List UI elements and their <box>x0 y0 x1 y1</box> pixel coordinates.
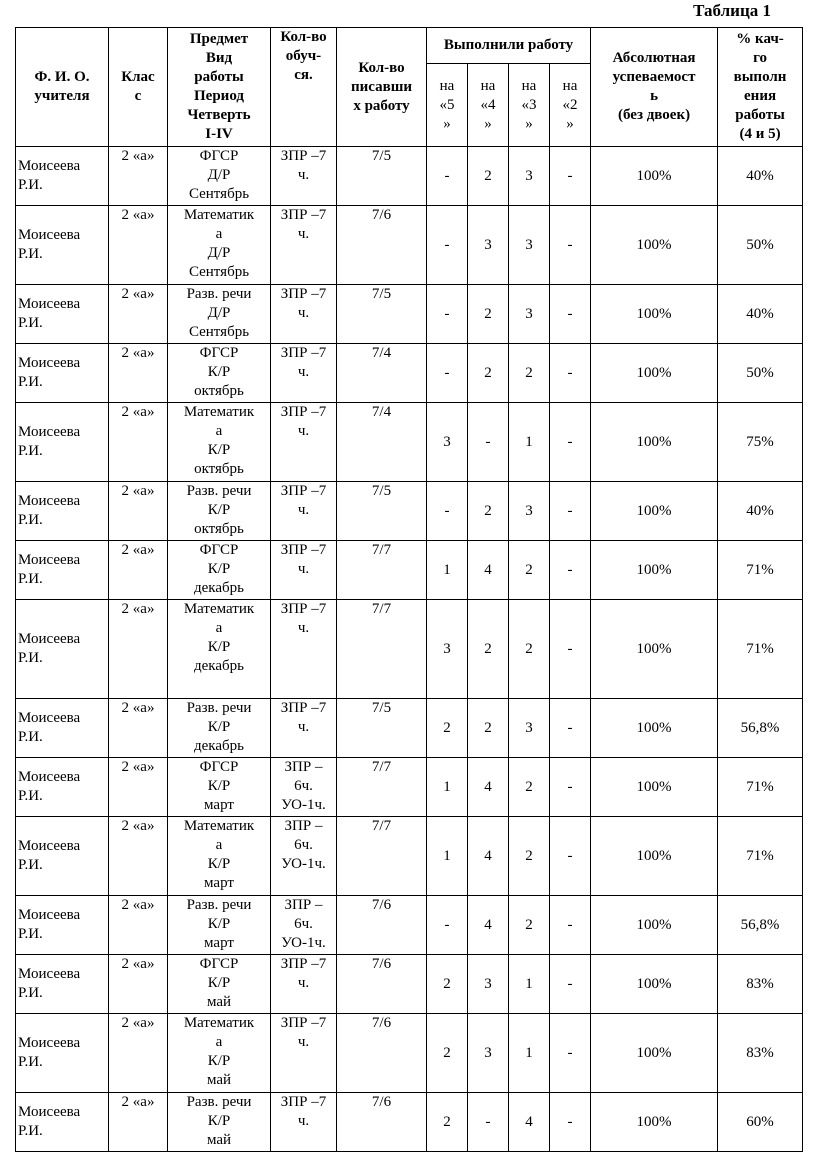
cell-na4: 2 <box>468 482 509 541</box>
cell-absolute: 100% <box>591 699 718 758</box>
cell-fio: Моисеева Р.И. <box>16 285 109 344</box>
cell-absolute: 100% <box>591 1014 718 1093</box>
cell-fio: Моисеева Р.И. <box>16 699 109 758</box>
cell-na3: 3 <box>509 206 550 285</box>
cell-absolute: 100% <box>591 1093 718 1152</box>
cell-subject: Математик а К/Р май <box>168 1014 271 1093</box>
cell-wrote: 7/7 <box>337 817 427 896</box>
cell-fio: Моисеева Р.И. <box>16 896 109 955</box>
cell-fio: Моисеева Р.И. <box>16 955 109 1014</box>
cell-class: 2 «а» <box>109 699 168 758</box>
cell-na4: 4 <box>468 817 509 896</box>
cell-na2: - <box>550 403 591 482</box>
cell-subject: Разв. речи К/Р декабрь <box>168 699 271 758</box>
cell-na3: 2 <box>509 817 550 896</box>
cell-quality: 56,8% <box>718 896 803 955</box>
cell-absolute: 100% <box>591 955 718 1014</box>
cell-fio: Моисеева Р.И. <box>16 541 109 600</box>
results-table <box>15 27 803 1152</box>
cell-absolute: 100% <box>591 896 718 955</box>
header-quality: % кач- го выполн ения работы (4 и 5) <box>718 28 803 147</box>
cell-na2: - <box>550 758 591 817</box>
cell-na2: - <box>550 600 591 699</box>
cell-na5: - <box>427 147 468 206</box>
cell-wrote: 7/4 <box>337 344 427 403</box>
header-completed: Выполнили работу <box>427 28 591 64</box>
cell-wrote: 7/7 <box>337 758 427 817</box>
cell-class: 2 «а» <box>109 1093 168 1152</box>
cell-absolute: 100% <box>591 403 718 482</box>
cell-quality: 71% <box>718 758 803 817</box>
cell-fio: Моисеева Р.И. <box>16 482 109 541</box>
cell-na3: 4 <box>509 1093 550 1152</box>
cell-class: 2 «а» <box>109 206 168 285</box>
cell-absolute: 100% <box>591 600 718 699</box>
cell-absolute: 100% <box>591 344 718 403</box>
cell-quality: 40% <box>718 482 803 541</box>
table-row <box>16 699 803 758</box>
cell-wrote: 7/5 <box>337 147 427 206</box>
cell-class: 2 «а» <box>109 1014 168 1093</box>
cell-students: ЗПР –7 ч. <box>271 699 337 758</box>
cell-na5: - <box>427 285 468 344</box>
cell-na4: 2 <box>468 344 509 403</box>
header-absolute: Абсолютная успеваемост ь (без двоек) <box>591 28 718 147</box>
table-row <box>16 600 803 699</box>
cell-absolute: 100% <box>591 206 718 285</box>
cell-fio: Моисеева Р.И. <box>16 758 109 817</box>
cell-fio: Моисеева Р.И. <box>16 147 109 206</box>
cell-students: ЗПР –7 ч. <box>271 600 337 699</box>
cell-class: 2 «а» <box>109 344 168 403</box>
cell-na5: - <box>427 206 468 285</box>
cell-students: ЗПР –7 ч. <box>271 1093 337 1152</box>
cell-subject: Разв. речи Д/Р Сентябрь <box>168 285 271 344</box>
cell-fio: Моисеева Р.И. <box>16 403 109 482</box>
cell-na5: 2 <box>427 1093 468 1152</box>
cell-students: ЗПР –7 ч. <box>271 482 337 541</box>
cell-wrote: 7/4 <box>337 403 427 482</box>
header-students: Кол-во обуч- ся. <box>271 28 337 147</box>
cell-na4: 4 <box>468 541 509 600</box>
cell-na5: 1 <box>427 758 468 817</box>
cell-class: 2 «а» <box>109 482 168 541</box>
cell-na4: 3 <box>468 955 509 1014</box>
cell-na2: - <box>550 896 591 955</box>
cell-na2: - <box>550 817 591 896</box>
cell-class: 2 «а» <box>109 541 168 600</box>
header-class: Клас с <box>109 28 168 147</box>
cell-na4: 3 <box>468 1014 509 1093</box>
cell-wrote: 7/5 <box>337 699 427 758</box>
cell-absolute: 100% <box>591 758 718 817</box>
cell-wrote: 7/5 <box>337 285 427 344</box>
table-row <box>16 147 803 206</box>
cell-quality: 50% <box>718 344 803 403</box>
table-row <box>16 896 803 955</box>
cell-na4: - <box>468 1093 509 1152</box>
cell-students: ЗПР –7 ч. <box>271 541 337 600</box>
table-row <box>16 482 803 541</box>
header-na3: на «3 » <box>509 64 550 147</box>
table-row <box>16 541 803 600</box>
cell-wrote: 7/7 <box>337 541 427 600</box>
table-row <box>16 758 803 817</box>
cell-quality: 60% <box>718 1093 803 1152</box>
cell-na5: 2 <box>427 699 468 758</box>
cell-na5: 2 <box>427 1014 468 1093</box>
cell-subject: ФГСР К/Р март <box>168 758 271 817</box>
cell-wrote: 7/7 <box>337 600 427 699</box>
cell-na5: 3 <box>427 600 468 699</box>
cell-quality: 71% <box>718 541 803 600</box>
cell-wrote: 7/6 <box>337 1014 427 1093</box>
cell-na3: 2 <box>509 896 550 955</box>
cell-wrote: 7/6 <box>337 1093 427 1152</box>
header-na2: на «2 » <box>550 64 591 147</box>
cell-class: 2 «а» <box>109 955 168 1014</box>
cell-na2: - <box>550 344 591 403</box>
cell-na4: 4 <box>468 896 509 955</box>
cell-subject: Математик а К/Р октябрь <box>168 403 271 482</box>
table-row <box>16 403 803 482</box>
cell-fio: Моисеева Р.И. <box>16 817 109 896</box>
table-caption: Таблица 1 <box>693 1 771 20</box>
header-na5: на «5 » <box>427 64 468 147</box>
cell-class: 2 «а» <box>109 758 168 817</box>
cell-na5: - <box>427 482 468 541</box>
table-row <box>16 285 803 344</box>
cell-fio: Моисеева Р.И. <box>16 1093 109 1152</box>
cell-class: 2 «а» <box>109 817 168 896</box>
cell-absolute: 100% <box>591 285 718 344</box>
cell-na5: 1 <box>427 541 468 600</box>
cell-na2: - <box>550 285 591 344</box>
cell-quality: 71% <box>718 817 803 896</box>
cell-na2: - <box>550 699 591 758</box>
cell-na3: 2 <box>509 758 550 817</box>
cell-na4: 2 <box>468 147 509 206</box>
cell-students: ЗПР –7 ч. <box>271 147 337 206</box>
cell-na4: 3 <box>468 206 509 285</box>
header-fio: Ф. И. О. учителя <box>16 28 109 147</box>
cell-na3: 2 <box>509 344 550 403</box>
table-row <box>16 1093 803 1152</box>
cell-absolute: 100% <box>591 817 718 896</box>
cell-na3: 3 <box>509 699 550 758</box>
cell-subject: Разв. речи К/Р октябрь <box>168 482 271 541</box>
cell-na5: - <box>427 344 468 403</box>
cell-na3: 3 <box>509 147 550 206</box>
cell-na2: - <box>550 482 591 541</box>
cell-na4: 2 <box>468 600 509 699</box>
cell-fio: Моисеева Р.И. <box>16 600 109 699</box>
cell-subject: ФГСР К/Р декабрь <box>168 541 271 600</box>
table-row <box>16 344 803 403</box>
cell-na4: 4 <box>468 758 509 817</box>
cell-class: 2 «а» <box>109 896 168 955</box>
table-row <box>16 955 803 1014</box>
cell-na3: 2 <box>509 541 550 600</box>
cell-na5: 1 <box>427 817 468 896</box>
cell-na2: - <box>550 541 591 600</box>
cell-na5: 3 <box>427 403 468 482</box>
cell-students: ЗПР –7 ч. <box>271 344 337 403</box>
cell-na2: - <box>550 1014 591 1093</box>
cell-class: 2 «а» <box>109 600 168 699</box>
cell-subject: ФГСР К/Р май <box>168 955 271 1014</box>
cell-na3: 1 <box>509 403 550 482</box>
cell-subject: Математик а К/Р март <box>168 817 271 896</box>
cell-absolute: 100% <box>591 541 718 600</box>
cell-wrote: 7/5 <box>337 482 427 541</box>
cell-subject: ФГСР Д/Р Сентябрь <box>168 147 271 206</box>
cell-quality: 40% <box>718 147 803 206</box>
cell-wrote: 7/6 <box>337 955 427 1014</box>
cell-students: ЗПР –7 ч. <box>271 1014 337 1093</box>
cell-subject: Математик а К/Р декабрь <box>168 600 271 699</box>
header-na4: на «4 » <box>468 64 509 147</box>
cell-subject: Разв. речи К/Р март <box>168 896 271 955</box>
cell-quality: 71% <box>718 600 803 699</box>
cell-fio: Моисеева Р.И. <box>16 206 109 285</box>
cell-na3: 3 <box>509 482 550 541</box>
cell-absolute: 100% <box>591 482 718 541</box>
cell-students: ЗПР – 6ч. УО-1ч. <box>271 817 337 896</box>
cell-students: ЗПР –7 ч. <box>271 955 337 1014</box>
cell-na4: 2 <box>468 699 509 758</box>
cell-na2: - <box>550 1093 591 1152</box>
cell-quality: 83% <box>718 1014 803 1093</box>
header-subject: Предмет Вид работы Период Четверть I-IV <box>168 28 271 147</box>
cell-na3: 2 <box>509 600 550 699</box>
cell-na2: - <box>550 955 591 1014</box>
cell-class: 2 «а» <box>109 147 168 206</box>
cell-wrote: 7/6 <box>337 896 427 955</box>
cell-absolute: 100% <box>591 147 718 206</box>
cell-quality: 40% <box>718 285 803 344</box>
cell-students: ЗПР –7 ч. <box>271 206 337 285</box>
table-row <box>16 817 803 896</box>
cell-fio: Моисеева Р.И. <box>16 344 109 403</box>
cell-na5: 2 <box>427 955 468 1014</box>
cell-students: ЗПР –7 ч. <box>271 285 337 344</box>
cell-class: 2 «а» <box>109 285 168 344</box>
cell-quality: 75% <box>718 403 803 482</box>
cell-students: ЗПР – 6ч. УО-1ч. <box>271 758 337 817</box>
table-row <box>16 206 803 285</box>
cell-subject: Математик а Д/Р Сентябрь <box>168 206 271 285</box>
cell-wrote: 7/6 <box>337 206 427 285</box>
cell-na2: - <box>550 206 591 285</box>
cell-students: ЗПР – 6ч. УО-1ч. <box>271 896 337 955</box>
cell-na3: 1 <box>509 955 550 1014</box>
header-row-top <box>16 28 803 64</box>
cell-quality: 83% <box>718 955 803 1014</box>
cell-na4: 2 <box>468 285 509 344</box>
cell-fio: Моисеева Р.И. <box>16 1014 109 1093</box>
table-row <box>16 1014 803 1093</box>
cell-quality: 56,8% <box>718 699 803 758</box>
header-wrote: Кол-во писавши х работу <box>337 28 427 147</box>
cell-subject: Разв. речи К/Р май <box>168 1093 271 1152</box>
cell-subject: ФГСР К/Р октябрь <box>168 344 271 403</box>
cell-students: ЗПР –7 ч. <box>271 403 337 482</box>
cell-na5: - <box>427 896 468 955</box>
cell-quality: 50% <box>718 206 803 285</box>
cell-na3: 1 <box>509 1014 550 1093</box>
cell-na4: - <box>468 403 509 482</box>
cell-na3: 3 <box>509 285 550 344</box>
cell-na2: - <box>550 147 591 206</box>
cell-class: 2 «а» <box>109 403 168 482</box>
